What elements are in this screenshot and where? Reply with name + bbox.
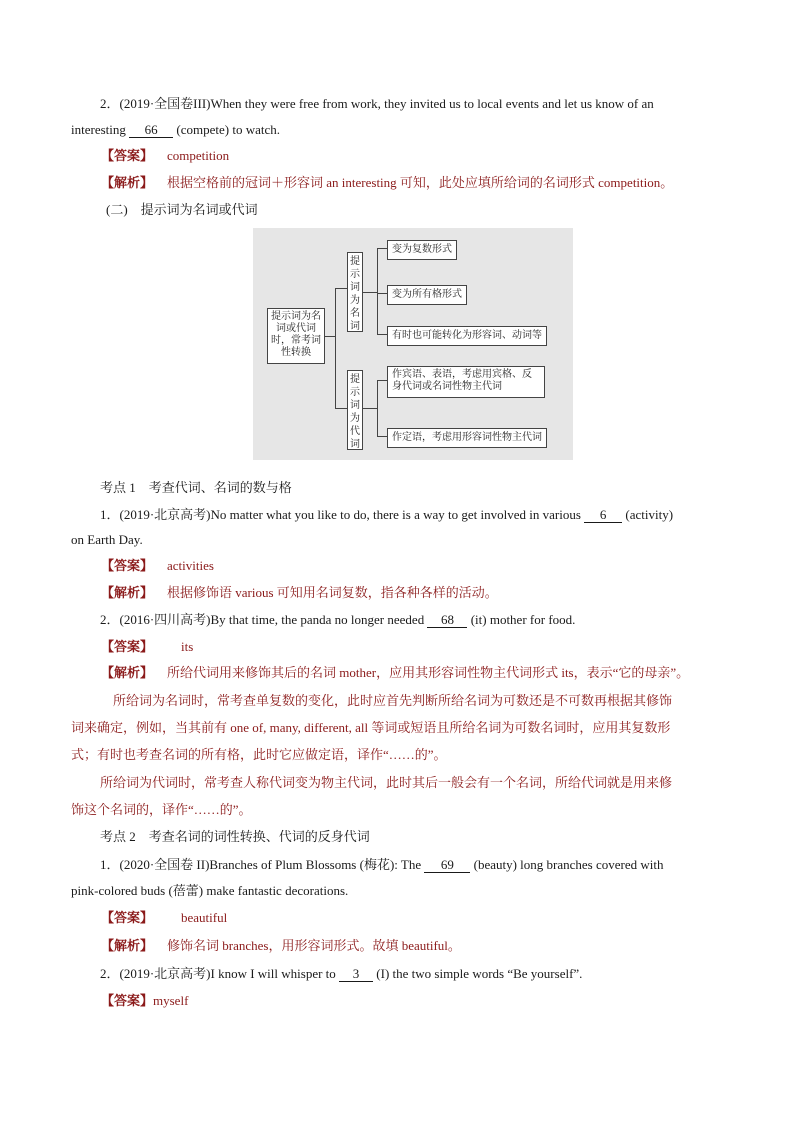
p2-q1-line1 [100, 856, 664, 874]
answer-blank: 3 [339, 966, 373, 982]
analysis-tag: 【解析】 [101, 665, 154, 680]
p1-q1-line2: on Earth Day. [71, 532, 143, 547]
analysis-text: 根据修饰语 various 可知用名词复数，指各种各样的活动。 [167, 585, 498, 600]
analysis-line [101, 584, 498, 602]
answer-text: myself [153, 993, 189, 1008]
section-title: (二) 提示词为名词或代词 [106, 202, 258, 217]
note-text: 所给词为名词时，常考查单复数的变化，此时应首先判断所给名词为可数还是不可数再根据其修饰 [113, 693, 673, 708]
answer-tag: 【答案】 [101, 639, 154, 654]
note-text: 词来确定，例如，当其前有 one of, many, different, all 等词或短语且所给名词为可数名词时，应用其复数形 [71, 720, 671, 735]
q2-line2 [71, 121, 280, 139]
noun-item-box: 有时也可能转化为形容词、动词等 [387, 326, 547, 346]
note-text: 饰这个名词的，译作“……的”。 [71, 802, 252, 817]
answer-tag: 【答案】 [101, 993, 154, 1008]
answer-text: activities [167, 558, 214, 573]
answer-line [101, 147, 229, 165]
concept-diagram [253, 228, 573, 460]
answer-line [101, 992, 188, 1010]
answer-blank: 66 [129, 122, 173, 138]
p1-q2-line [100, 611, 575, 629]
connector [377, 436, 387, 437]
connector [325, 336, 335, 337]
answer-blank: 6 [584, 507, 622, 523]
analysis-line [101, 937, 461, 955]
analysis-tag: 【解析】 [101, 938, 154, 953]
answer-tag: 【答案】 [101, 148, 154, 163]
noun-label-box: 提示词为名词 [347, 252, 363, 332]
p1-q1-text-post: (activity) [622, 507, 674, 522]
connector [377, 380, 378, 436]
q2-text-pre: interesting [71, 122, 130, 137]
answer-line [101, 638, 193, 656]
answer-blank: 68 [427, 612, 467, 628]
point-title: 考点 1 考查代词、名词的数与格 [100, 480, 292, 495]
connector [335, 288, 347, 289]
connector [335, 408, 347, 409]
connector [335, 288, 336, 408]
analysis-line [101, 664, 689, 682]
p2-q2-line [100, 965, 582, 983]
p1-q1-text-pre: 1．(2019·北京高考)No matter what you like to do, there is a way to get involved in various [100, 507, 585, 522]
analysis-line [101, 174, 673, 192]
p1-q2-text-pre: 2．(2016·四川高考)By that time, the panda no longer needed [100, 612, 428, 627]
diagram-root-box: 提示词为名词或代词时，常考词性转换 [267, 308, 325, 364]
answer-text: its [181, 639, 194, 654]
p1-q2-text-post: (it) mother for food. [467, 612, 576, 627]
p2-q1-text-pre: 1．(2020·全国卷 II)Branches of Plum Blossoms (梅花): The [100, 857, 425, 872]
answer-blank: 69 [424, 857, 470, 873]
answer-tag: 【答案】 [101, 910, 154, 925]
connector [377, 248, 387, 249]
answer-line [101, 909, 227, 927]
answer-tag: 【答案】 [101, 558, 154, 573]
pronoun-item-box: 作宾语、表语，考虑用宾格、反身代词或名词性物主代词 [387, 366, 545, 398]
p1-q1-line1 [100, 506, 673, 524]
analysis-text: 修饰名词 branches，用形容词形式。故填 beautiful。 [167, 938, 461, 953]
analysis-tag: 【解析】 [101, 585, 154, 600]
connector [363, 292, 377, 293]
p2-q2-text-post: (I) the two simple words “Be yourself”. [373, 966, 583, 981]
connector [377, 248, 378, 334]
connector [363, 408, 377, 409]
pronoun-label-box: 提示词为代词 [347, 370, 363, 450]
q2-text: 2．(2019·全国卷III)When they were free from work, they invited us to local events and let us know of an [100, 96, 654, 111]
q2-text-post: (compete) to watch. [173, 122, 280, 137]
analysis-text: 所给代词用来修饰其后的名词 mother，应用其形容词性物主代词形式 its，表示“它的母亲”。 [167, 665, 690, 680]
pronoun-item-box: 作定语，考虑用形容词性物主代词 [387, 428, 547, 448]
p2-q1-text-post: (beauty) long branches covered with [470, 857, 664, 872]
connector [377, 380, 387, 381]
note-text: 所给词为代词时，常考查人称代词变为物主代词，此时其后一般会有一个名词，所给代词就是用来修 [100, 775, 673, 790]
noun-item-box: 变为复数形式 [387, 240, 457, 260]
noun-item-box: 变为所有格形式 [387, 285, 467, 305]
q2-line1 [100, 95, 654, 113]
connector [377, 334, 387, 335]
p2-q1-line2: pink-colored buds (蓓蕾) make fantastic decorations. [71, 883, 349, 898]
answer-line [101, 557, 214, 575]
note-text: 式；有时也考查名词的所有格，此时它应做定语，译作“……的”。 [71, 747, 447, 762]
point-title: 考点 2 考查名词的词性转换、代词的反身代词 [100, 829, 370, 844]
answer-text: competition [167, 148, 230, 163]
connector [377, 293, 387, 294]
analysis-tag: 【解析】 [101, 175, 154, 190]
p2-q2-text-pre: 2．(2019·北京高考)I know I will whisper to [100, 966, 340, 981]
analysis-text: 根据空格前的冠词＋形容词 an interesting 可知，此处应填所给词的名词形式 competition。 [167, 175, 674, 190]
answer-text: beautiful [181, 910, 228, 925]
